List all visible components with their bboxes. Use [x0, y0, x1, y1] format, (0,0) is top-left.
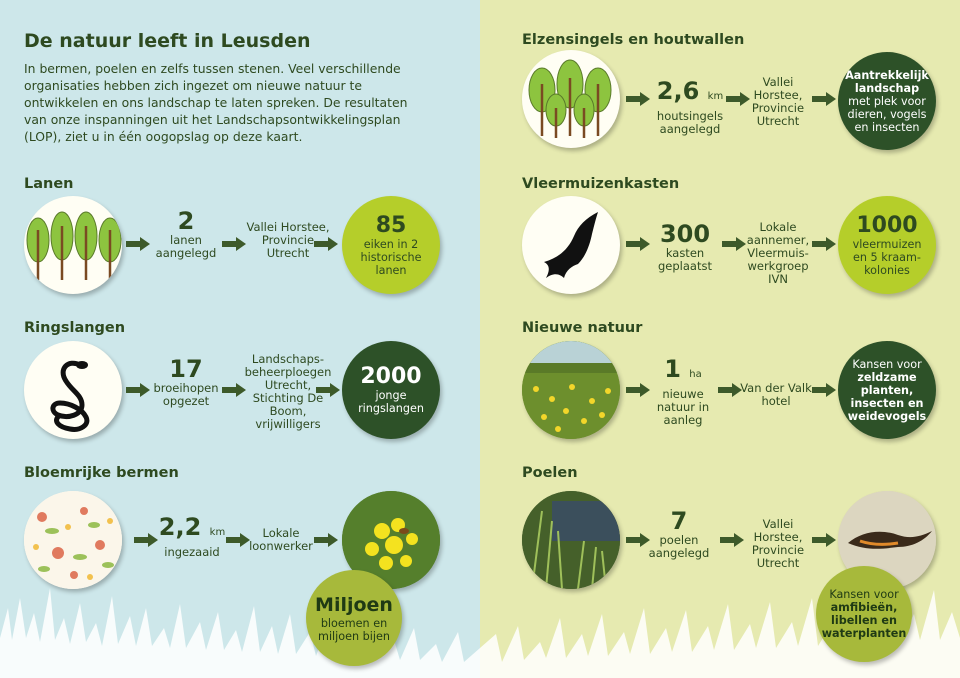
poelen-num: 7 [670, 507, 688, 535]
nieuwe-org: Van der Valk hotel [740, 381, 812, 408]
nieuwe-stat [648, 356, 718, 427]
elzensingels-res-text: met plek voor dieren, vogels en insecten [847, 94, 927, 134]
elzensingels-result [838, 52, 936, 150]
poelen-org: Vallei Horstee, Provincie Utrecht [751, 517, 805, 570]
ringslangen-num: 17 [169, 355, 203, 383]
ringslangen-heading: Ringslangen [24, 320, 126, 336]
elzensingels-num: 2,6 [656, 77, 700, 105]
bermen-heading: Bloemrijke bermen [24, 465, 179, 481]
lanen-heading: Lanen [24, 176, 74, 192]
arrow-icon [314, 533, 338, 547]
lanen-stat [146, 208, 226, 260]
intro-text: In bermen, poelen en zelfs tussen stenen. Veel verschillende organisaties hebben zich ingezet om nieuwe natuur te ontwikkelen en ons landschap te laten spreken. De resultaten van onze inspanningen uit het Landschapsontwikkelingsplan (LOP), ziet u in één oogopslag op deze kaart. [24, 61, 408, 144]
nieuwe-res-bold: zeldzame planten, insecten en weidevogels [847, 370, 927, 423]
flowers-icon [24, 491, 122, 589]
poelen-result [816, 566, 912, 662]
elzensingels-org: Vallei Horstee, Provincie Utrecht [751, 75, 805, 128]
snake-icon [24, 341, 122, 439]
nieuwe-unit: ha [689, 369, 702, 380]
lanen-org: Vallei Horstee, Provincie Utrecht [246, 220, 330, 260]
ringslangen-res-num: 2000 [360, 364, 422, 389]
arrow-icon [626, 92, 650, 106]
poelen-label: poelen aangelegd [648, 533, 710, 560]
poelen-heading: Poelen [522, 465, 578, 481]
elzensingels-res-bold: Aantrekkelijk landschap [845, 68, 929, 95]
nieuwe-label: nieuwe natuur in aanleg [656, 387, 710, 427]
poelen-stat [644, 508, 714, 560]
poelen-res-text: Kansen voor [829, 588, 899, 601]
arrow-icon [134, 533, 158, 547]
pond-photo [522, 491, 620, 589]
vleermuizen-num: 300 [659, 220, 711, 248]
lanen-num: 2 [177, 207, 195, 235]
arrow-icon [314, 237, 338, 251]
bermen-res-text: bloemen en miljoen bijen [318, 617, 390, 643]
arrow-icon [812, 237, 836, 251]
nieuwe-heading: Nieuwe natuur [522, 320, 643, 336]
arrow-icon [812, 92, 836, 106]
ringslangen-stat [146, 356, 226, 408]
bermen-result [306, 570, 402, 666]
elzensingels-label: houtsingels aangelegd [656, 109, 724, 136]
bermen-res-num: Miljoen [315, 594, 393, 616]
arrow-icon [626, 383, 650, 397]
arrow-icon [812, 383, 836, 397]
elzensingels-stat [648, 78, 732, 136]
trees-icon [24, 196, 122, 294]
arrow-icon [812, 533, 836, 547]
trees-icon [522, 50, 620, 148]
bermen-label: ingezaaid [164, 545, 220, 559]
poelen-res-bold: amfibieën, libellen en waterplanten [821, 601, 907, 640]
vleermuizen-org: Lokale aannemer, Vleermuis-werkgroep IVN [746, 220, 810, 286]
lanen-label: lanen aangelegd [155, 233, 217, 260]
arrow-icon [316, 383, 340, 397]
page-title: De natuur leeft in Leusden [24, 30, 311, 52]
lanen-result [342, 196, 440, 294]
vleermuizen-result [838, 196, 936, 294]
ringslangen-org: Landschaps-beheerploegen Utrecht, Stichting De Boom, vrijwilligers [244, 352, 332, 431]
ringslangen-res-text: jonge ringslangen [358, 389, 424, 415]
ringslangen-result [342, 341, 440, 439]
bermen-num: 2,2 [158, 513, 202, 541]
meadow-icon [522, 341, 620, 439]
bermen-stat [156, 514, 228, 559]
nieuwe-result [838, 341, 936, 439]
elzensingels-unit: km [707, 91, 724, 102]
vleermuizen-label: kasten geplaatst [658, 246, 712, 273]
arrow-icon [626, 237, 650, 251]
vleermuizen-res-num: 1000 [856, 212, 918, 238]
vleermuizen-heading: Vleermuizenkasten [522, 176, 680, 192]
bermen-unit: km [209, 527, 226, 538]
elzensingels-heading: Elzensingels en houtwallen [522, 32, 745, 48]
bat-icon [522, 196, 620, 294]
vleermuizen-stat [648, 221, 722, 273]
ringslangen-label: broeihopen opgezet [153, 381, 219, 408]
arrow-icon [718, 383, 742, 397]
bermen-org: Lokale loonwerker [249, 526, 313, 553]
lanen-res-num: 85 [375, 212, 407, 238]
lanen-res-text: eiken in 2 historische lanen [360, 237, 422, 277]
vleermuizen-res-text: vleermuizen en 5 kraam-kolonies [852, 237, 922, 277]
nieuwe-res-text: Kansen voor [852, 357, 922, 371]
nieuwe-num: 1 [664, 355, 681, 383]
